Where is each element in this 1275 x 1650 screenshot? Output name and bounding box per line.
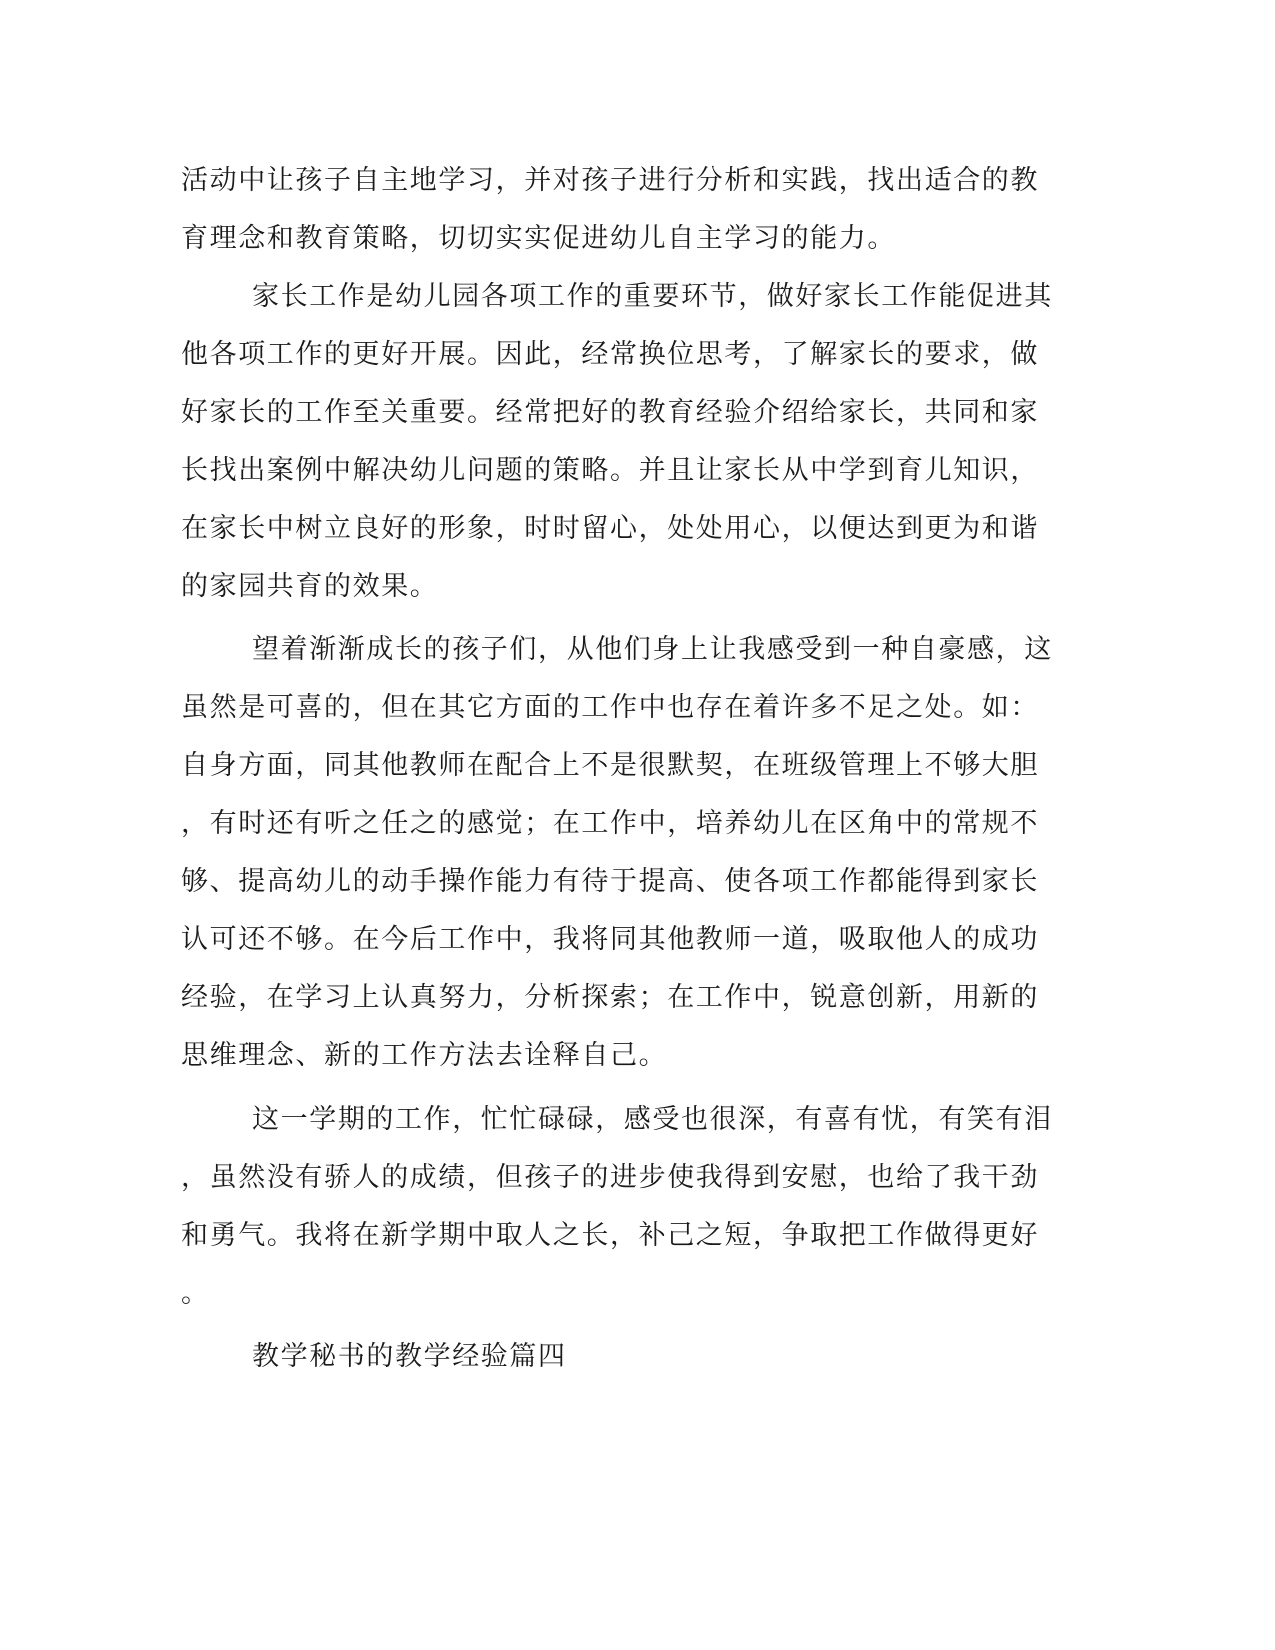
paragraph-2-line-4: 长找出案例中解决幼儿问题的策略。并且让家长从中学到育儿知识，: [181, 455, 1039, 486]
paragraph-3-line-8: 思维理念、新的工作方法去诠释自己。: [181, 1040, 668, 1071]
paragraph-4-line-3: 和勇气。我将在新学期中取人之长，补己之短，争取把工作做得更好: [181, 1220, 1039, 1251]
paragraph-2-line-3: 好家长的工作至关重要。经常把好的教育经验介绍给家长，共同和家: [181, 397, 1039, 428]
paragraph-3-line-3: 自身方面，同其他教师在配合上不是很默契，在班级管理上不够大胆: [181, 750, 1039, 781]
paragraph-3-line-6: 认可还不够。在今后工作中，我将同其他教师一道，吸取他人的成功: [181, 924, 1039, 955]
paragraph-3-line-4: ，有时还有听之任之的感觉；在工作中，培养幼儿在区角中的常规不: [181, 808, 1039, 839]
paragraph-3-line-1: 望着渐渐成长的孩子们，从他们身上让我感受到一种自豪感，这: [252, 634, 1053, 665]
paragraph-4-line-4: 。: [181, 1278, 210, 1309]
paragraph-4-line-1: 这一学期的工作，忙忙碌碌，感受也很深，有喜有忧，有笑有泪: [252, 1104, 1053, 1135]
paragraph-2-line-1: 家长工作是幼儿园各项工作的重要环节，做好家长工作能促进其: [252, 281, 1053, 312]
paragraph-2-line-5: 在家长中树立良好的形象，时时留心，处处用心，以便达到更为和谐: [181, 513, 1039, 544]
paragraph-2-line-6: 的家园共育的效果。: [181, 571, 439, 602]
paragraph-4-line-2: ，虽然没有骄人的成绩，但孩子的进步使我得到安慰，也给了我干劲: [181, 1162, 1039, 1193]
paragraph-3-line-5: 够、提高幼儿的动手操作能力有待于提高、使各项工作都能得到家长: [181, 866, 1039, 897]
paragraph-1-line-2: 育理念和教育策略，切切实实促进幼儿自主学习的能力。: [181, 223, 896, 254]
paragraph-3-line-2: 虽然是可喜的，但在其它方面的工作中也存在着许多不足之处。如：: [181, 692, 1039, 723]
section-heading: 教学秘书的教学经验篇四: [252, 1341, 567, 1372]
paragraph-3-line-7: 经验，在学习上认真努力，分析探索；在工作中，锐意创新，用新的: [181, 982, 1039, 1013]
paragraph-1-line-1: 活动中让孩子自主地学习，并对孩子进行分析和实践，找出适合的教: [181, 165, 1039, 196]
paragraph-2-line-2: 他各项工作的更好开展。因此，经常换位思考，了解家长的要求，做: [181, 339, 1039, 370]
